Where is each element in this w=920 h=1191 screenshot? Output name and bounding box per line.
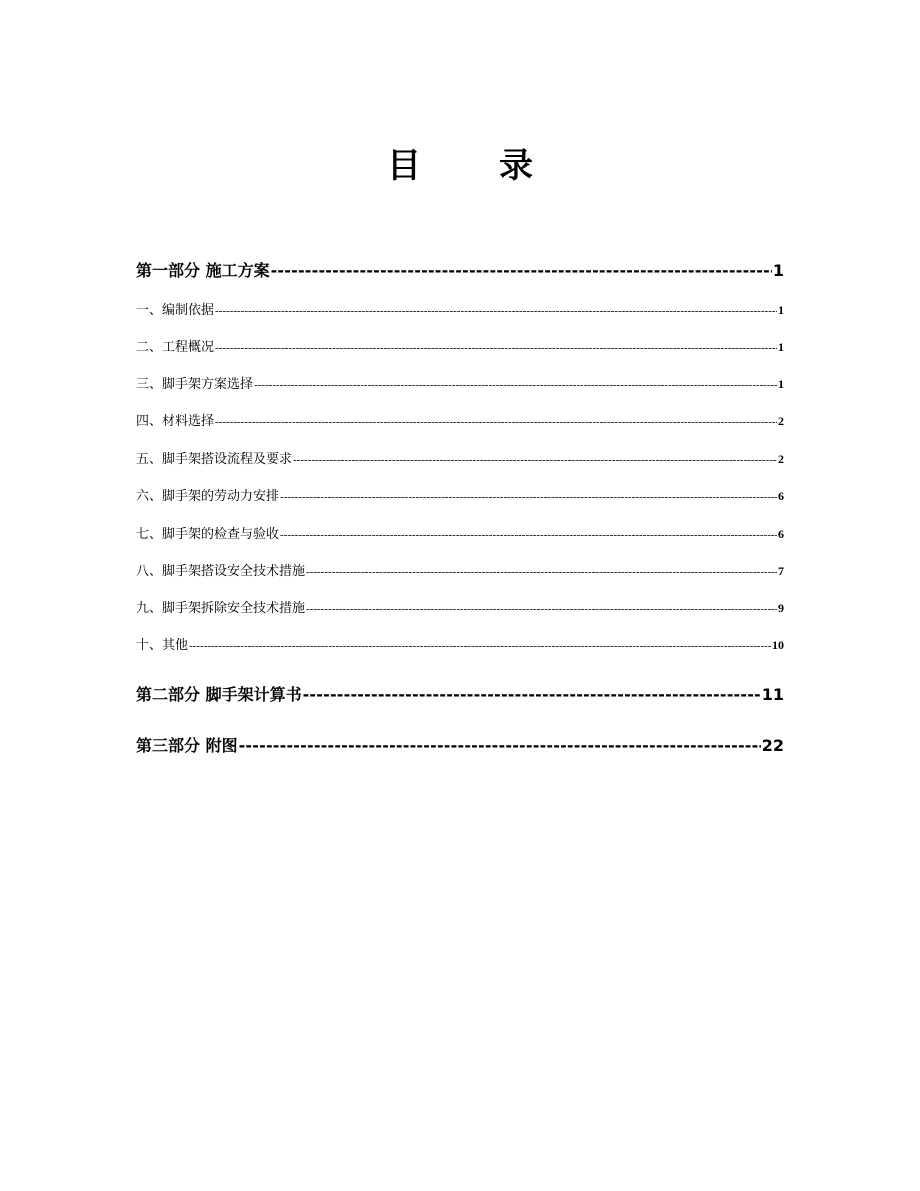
toc-entry-section-1[interactable] [136,299,784,318]
toc-leader [293,454,777,466]
toc-page-number: 1 [778,303,784,317]
toc-entry-section-6[interactable] [136,485,784,504]
toc-page-number: 22 [761,736,784,755]
toc-leader [215,305,777,317]
toc-entry-section-9[interactable] [136,597,784,616]
toc-page-number: 11 [761,685,784,704]
toc-leader [280,529,777,541]
title-char-1: 目 [387,146,421,186]
toc-page-number: 7 [778,564,784,578]
toc-entry-label: 四、材料选择 [136,414,215,429]
toc-leader [189,640,771,652]
toc-leader [215,342,777,354]
toc-entry-part-1[interactable] [136,258,784,281]
toc-leader [215,416,777,428]
toc-page-number: 1 [772,261,784,280]
toc-entry-label: 十、其他 [136,638,189,653]
toc-page-number: 2 [778,414,784,428]
toc-entry-label: 二、工程概况 [136,340,215,355]
toc-entry-label: 三、脚手架方案选择 [136,377,254,392]
toc-entry-label: 九、脚手架拆除安全技术措施 [136,601,306,616]
toc-entry-section-5[interactable] [136,448,784,467]
toc-entry-label: 一、编制依据 [136,303,215,318]
toc-entry-label: 六、脚手架的劳动力安排 [136,489,280,504]
toc-page-number: 10 [772,638,784,652]
toc-page-number: 1 [778,340,784,354]
toc-page-number: 2 [778,452,784,466]
toc-entry-label: 八、脚手架搭设安全技术措施 [136,564,306,579]
page-title [0,138,920,187]
toc-entry-section-10[interactable] [136,634,784,653]
toc-entry-label: 第一部分 施工方案 [136,261,270,280]
toc-page-number: 6 [778,527,784,541]
toc-entry-section-4[interactable] [136,410,784,429]
toc-leader [306,566,777,578]
toc-page-number: 6 [778,489,784,503]
toc-page-number: 9 [778,601,784,615]
toc-leader [306,603,777,615]
toc-entry-section-2[interactable] [136,336,784,355]
toc-leader [271,261,772,280]
toc-entry-label: 五、脚手架搭设流程及要求 [136,452,293,467]
toc-entry-section-8[interactable] [136,560,784,579]
toc-entry-part-2[interactable] [136,682,784,705]
toc-entry-part-3[interactable] [136,733,784,756]
toc-leader [254,379,777,391]
toc-entry-label: 七、脚手架的检查与验收 [136,527,280,542]
toc-entry-label: 第二部分 脚手架计算书 [136,685,302,704]
title-char-2: 录 [499,146,533,186]
toc-leader [280,491,777,503]
toc-leader [303,685,761,704]
toc-entry-section-3[interactable] [136,373,784,392]
toc-entry-label: 第三部分 附图 [136,736,238,755]
toc-entry-section-7[interactable] [136,523,784,542]
toc-page-number: 1 [778,377,784,391]
toc-leader [239,736,761,755]
